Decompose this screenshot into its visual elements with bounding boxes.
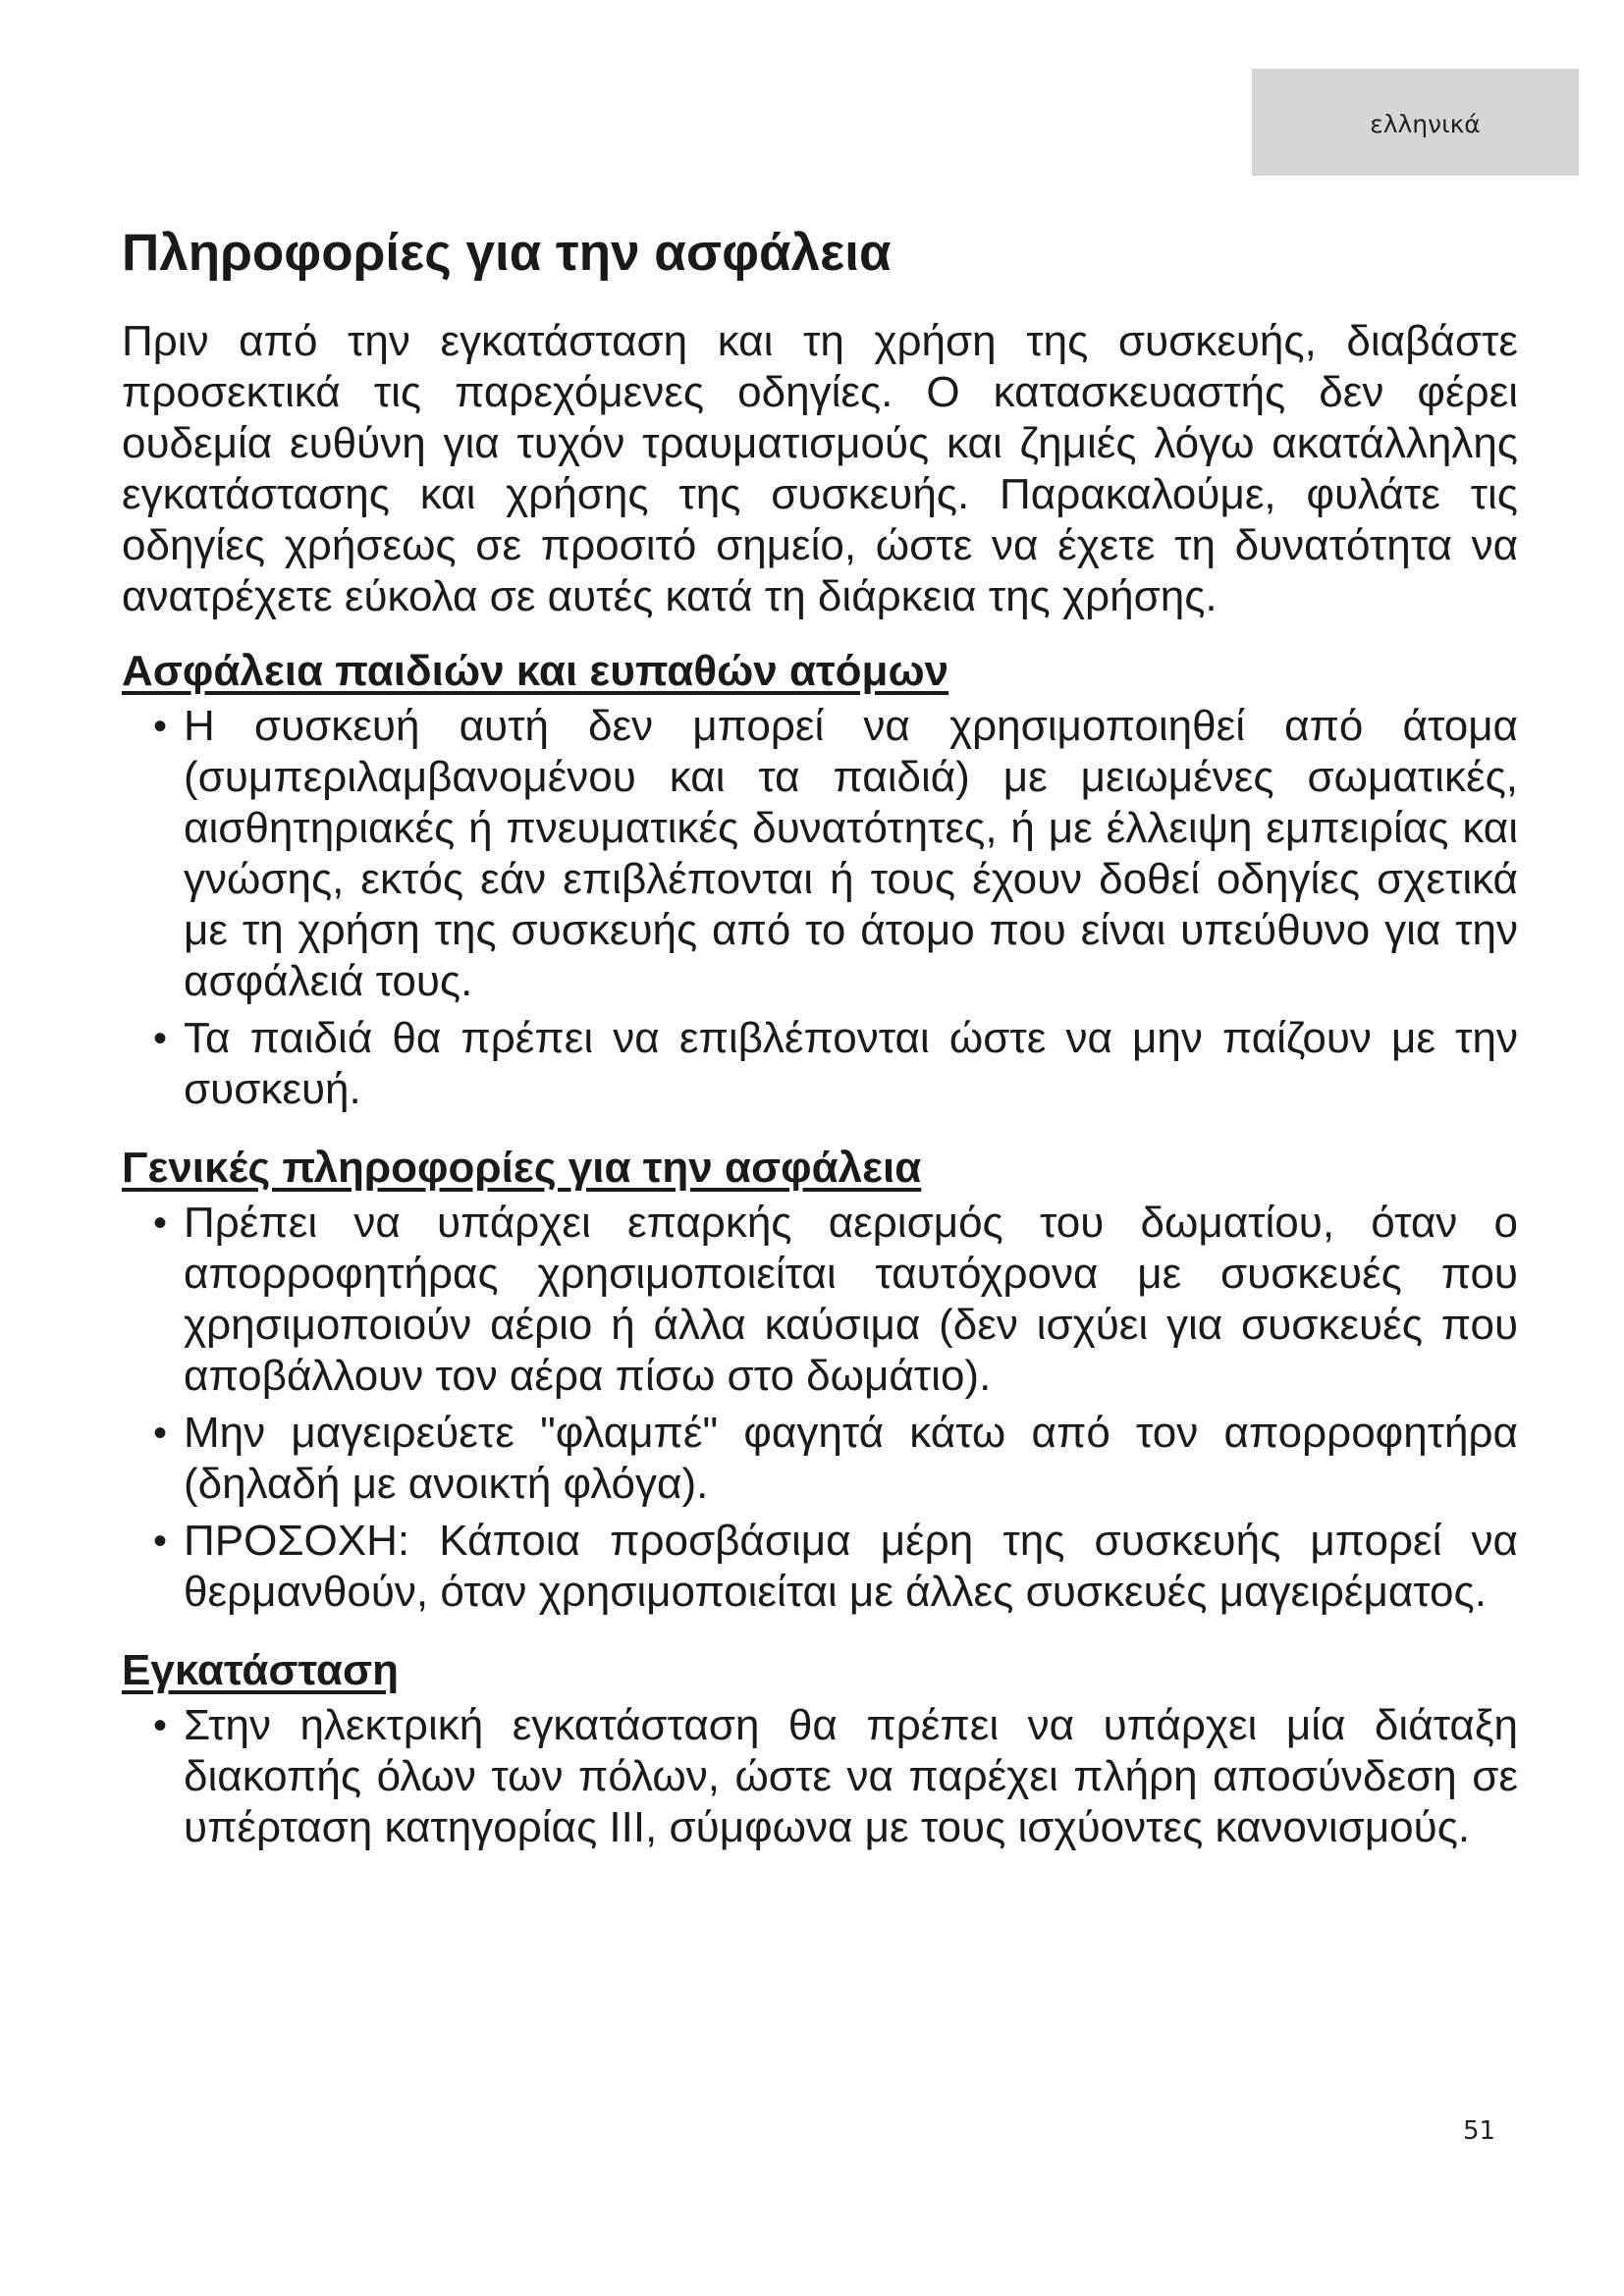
list-item	[122, 1700, 1518, 1853]
list-item-text: Πρέπει να υπάρχει επαρκής αερισμός του δωματίου, όταν ο απορροφητήρας χρησιμοποιείται ταυτόχρονα με συσκευές που χρησιμοποιούν αέριο ή άλλα καύσιμα (δεν ισχύει για συσκευές που αποβάλλουν τον αέρα πίσω στο δωμάτιο).	[184, 1199, 1518, 1400]
list-item-text: Η συσκευή αυτή δεν μπορεί να χρησιμοποιηθεί από άτομα (συμπεριλαμβανομένου και τα παιδιά) με μειωμένες σωματικές, αισθητηριακές ή πνευματικές δυνατότητες, ή με έλλειψη εμπειρίας και γνώσης, εκτός εάν επιβλέπονται ή τους έχουν δοθεί οδηγίες σχετικά με τη χρήση της συσκευής από το άτομο που είναι υπεύθυνο για την ασφάλειά τους.	[184, 702, 1518, 1005]
page-title: Πληροφορίες για την ασφάλεια	[122, 224, 892, 282]
bullet-list	[122, 701, 1518, 1115]
bullet-list	[122, 1198, 1518, 1618]
section-general-safety	[122, 1143, 1518, 1618]
bullet-list	[122, 1700, 1518, 1853]
section-heading: Γενικές πληροφορίες για την ασφάλεια	[122, 1144, 922, 1192]
page-content	[122, 214, 1518, 1881]
list-item	[122, 701, 1518, 1007]
bullet-icon: •	[153, 1201, 168, 1245]
list-item	[122, 1516, 1518, 1618]
list-item-text: ΠΡΟΣΟΧΗ: Κάποια προσβάσιμα μέρη της συσκευής μπορεί να θερμανθούν, όταν χρησιμοποιείται με άλλες συσκευές μαγειρέματος.	[184, 1517, 1518, 1616]
bullet-icon: •	[153, 1704, 168, 1747]
bullet-icon: •	[153, 705, 168, 748]
bullet-icon: •	[153, 1017, 168, 1060]
bullet-icon: •	[153, 1412, 168, 1455]
section-heading: Ασφάλεια παιδιών και ευπαθών ατόμων	[122, 647, 949, 695]
bullet-icon: •	[153, 1520, 168, 1563]
section-heading: Εγκατάσταση	[122, 1646, 399, 1694]
list-item	[122, 1198, 1518, 1402]
intro-paragraph: Πριν από την εγκατάσταση και τη χρήση της συσκευής, διαβάστε προσεκτικά τις παρεχόμενες οδηγίες. Ο κατασκευαστής δεν φέρει ουδεμία ευθύνη για τυχόν τραυματισμούς και ζημιές λόγω ακατάλληλης εγκατάστασης και χρήσης της συσκευής. Παρακαλούμε, φυλάτε τις οδηγίες χρήσεως σε προσιτό σημείο, ώστε να έχετε τη δυνατότητα να ανατρέχετε εύκολα σε αυτές κατά τη διάρκεια της χρήσης.	[122, 317, 1518, 620]
page-number: 51	[1463, 2116, 1496, 2146]
list-item-text: Τα παιδιά θα πρέπει να επιβλέπονται ώστε να μην παίζουν με την συσκευή.	[184, 1014, 1518, 1113]
list-item-text: Μην μαγειρεύετε "φλαμπέ" φαγητά κάτω από τον απορροφητήρα (δηλαδή με ανοικτή φλόγα).	[184, 1409, 1518, 1508]
language-tab	[1252, 69, 1579, 176]
list-item	[122, 1408, 1518, 1510]
list-item	[122, 1013, 1518, 1115]
language-tab-label: ελληνικά	[1370, 110, 1481, 138]
section-child-safety	[122, 646, 1518, 1115]
section-installation	[122, 1645, 1518, 1853]
list-item-text: Στην ηλεκτρική εγκατάσταση θα πρέπει να υπάρχει μία διάταξη διακοπής όλων των πόλων, ώστε να παρέχει πλήρη αποσύνδεση σε υπέρταση κατηγορίας III, σύμφωνα με τους ισχύοντες κανονισμούς.	[184, 1701, 1518, 1851]
